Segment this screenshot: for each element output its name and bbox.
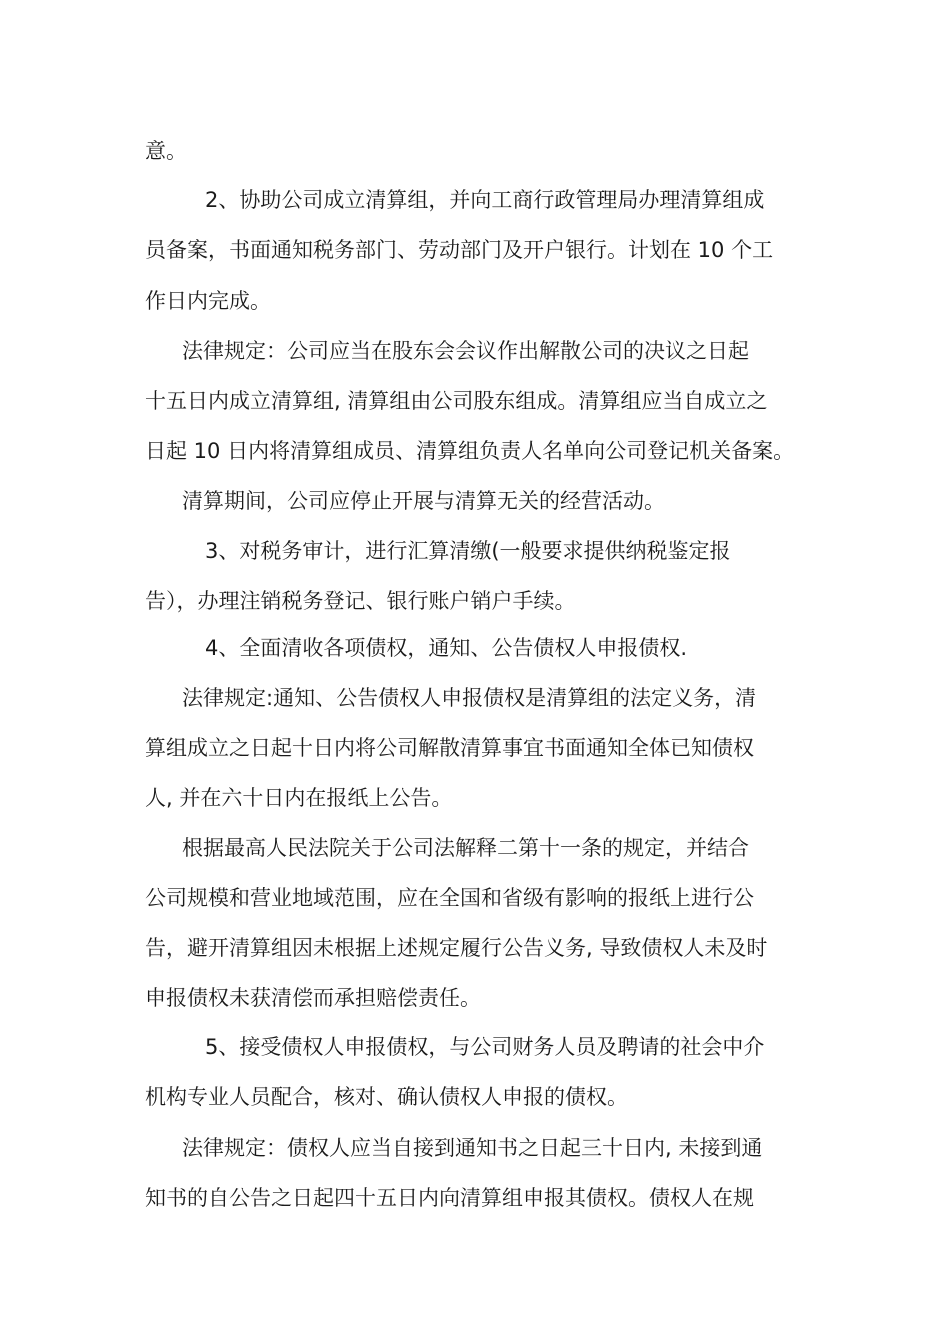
text-line-6: 十五日内成立清算组, 清算组由公司股东组成。清算组应当自成立之	[145, 389, 768, 413]
text-line-21: 法律规定：债权人应当自接到通知书之日起三十日内, 未接到通	[182, 1136, 763, 1160]
text-line-15: 根据最高人民法院关于公司法解释二第十一条的规定，并结合	[182, 836, 749, 860]
text-line-9: 3、对税务审计，进行汇算清缴(一般要求提供纳税鉴定报	[205, 539, 731, 563]
text-line-20: 机构专业人员配合，核对、确认债权人申报的债权。	[145, 1085, 628, 1109]
text-line-22: 知书的自公告之日起四十五日内向清算组申报其债权。债权人在规	[145, 1186, 754, 1210]
text-line-12: 法律规定:通知、公告债权人申报债权是清算组的法定义务，清	[182, 686, 757, 710]
text-line-19: 5、接受债权人申报债权，与公司财务人员及聘请的社会中介	[205, 1035, 765, 1059]
text-line-18: 申报债权未获清偿而承担赔偿责任。	[145, 986, 481, 1010]
text-line-8: 清算期间，公司应停止开展与清算无关的经营活动。	[182, 489, 665, 513]
text-line-7: 日起 10 日内将清算组成员、清算组负责人名单向公司登记机关备案。	[145, 439, 795, 463]
text-line-11: 4、全面清收各项债权，通知、公告债权人申报债权.	[205, 636, 688, 660]
text-line-4: 作日内完成。	[145, 289, 271, 313]
text-line-16: 公司规模和营业地域范围，应在全国和省级有影响的报纸上进行公	[145, 886, 754, 910]
text-line-10: 告），办理注销税务登记、银行账户销户手续。	[145, 589, 576, 613]
text-line-2: 2、协助公司成立清算组，并向工商行政管理局办理清算组成	[205, 188, 765, 212]
text-line-3: 员备案，书面通知税务部门、劳动部门及开户银行。计划在 10 个工	[145, 238, 774, 262]
text-line-5: 法律规定：公司应当在股东会会议作出解散公司的决议之日起	[182, 339, 749, 363]
text-line-14: 人, 并在六十日内在报纸上公告。	[145, 786, 453, 810]
text-line-13: 算组成立之日起十日内将公司解散清算事宜书面通知全体已知债权	[145, 736, 754, 760]
text-line-17: 告，避开清算组因未根据上述规定履行公告义务, 导致债权人未及时	[145, 936, 768, 960]
text-line-1: 意。	[145, 139, 187, 163]
